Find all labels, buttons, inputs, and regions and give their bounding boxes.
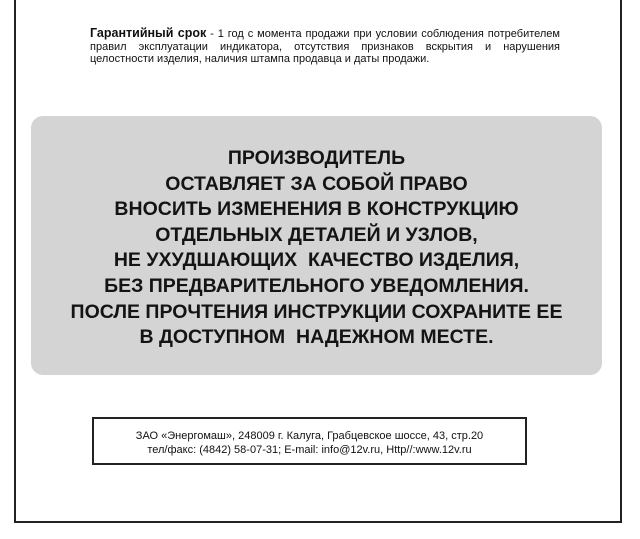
contact-address: ЗАО «Энергомаш», 248009 г. Калуга, Грабцевское шоссе, 43, стр.20 (135, 430, 484, 442)
notice-line: В ДОСТУПНОМ НАДЕЖНОМ МЕСТЕ. (139, 326, 494, 349)
warranty-separator: - (206, 28, 218, 40)
contact-phone-email: тел/факс: (4842) 58-07-31; E-mail: info@12v.ru, Http//:www.12v.ru (147, 444, 472, 456)
contact-box (92, 417, 527, 465)
notice-line: НЕ УХУДШАЮЩИХ КАЧЕСТВО ИЗДЕЛИЯ, (113, 249, 520, 272)
notice-line: ОТДЕЛЬНЫХ ДЕТАЛЕЙ И УЗЛОВ, (155, 223, 478, 246)
notice-line: ВНОСИТЬ ИЗМЕНЕНИЯ В КОНСТРУКЦИЮ (114, 198, 519, 221)
warranty-text: 1 год с момента продажи при условии соблюдения потребителем правил эксплуатации индикатора, отсутствия признаков вскрытия и нарушения целостности изделия, наличия штампа продавца и даты продажи. (90, 28, 560, 65)
notice-text (31, 146, 602, 351)
warranty-label: Гарантийный срок (90, 26, 207, 40)
warranty-paragraph (90, 27, 560, 66)
notice-line: БЕЗ ПРЕДВАРИТЕЛЬНОГО УВЕДОМЛЕНИЯ. (104, 274, 529, 297)
notice-line: ОСТАВЛЯЕТ ЗА СОБОЙ ПРАВО (165, 172, 468, 195)
manufacturer-notice-box (31, 116, 602, 375)
notice-line: ПРОИЗВОДИТЕЛЬ (227, 147, 406, 169)
notice-line: ПОСЛЕ ПРОЧТЕНИЯ ИНСТРУКЦИИ СОХРАНИТЕ ЕЕ (70, 300, 563, 323)
